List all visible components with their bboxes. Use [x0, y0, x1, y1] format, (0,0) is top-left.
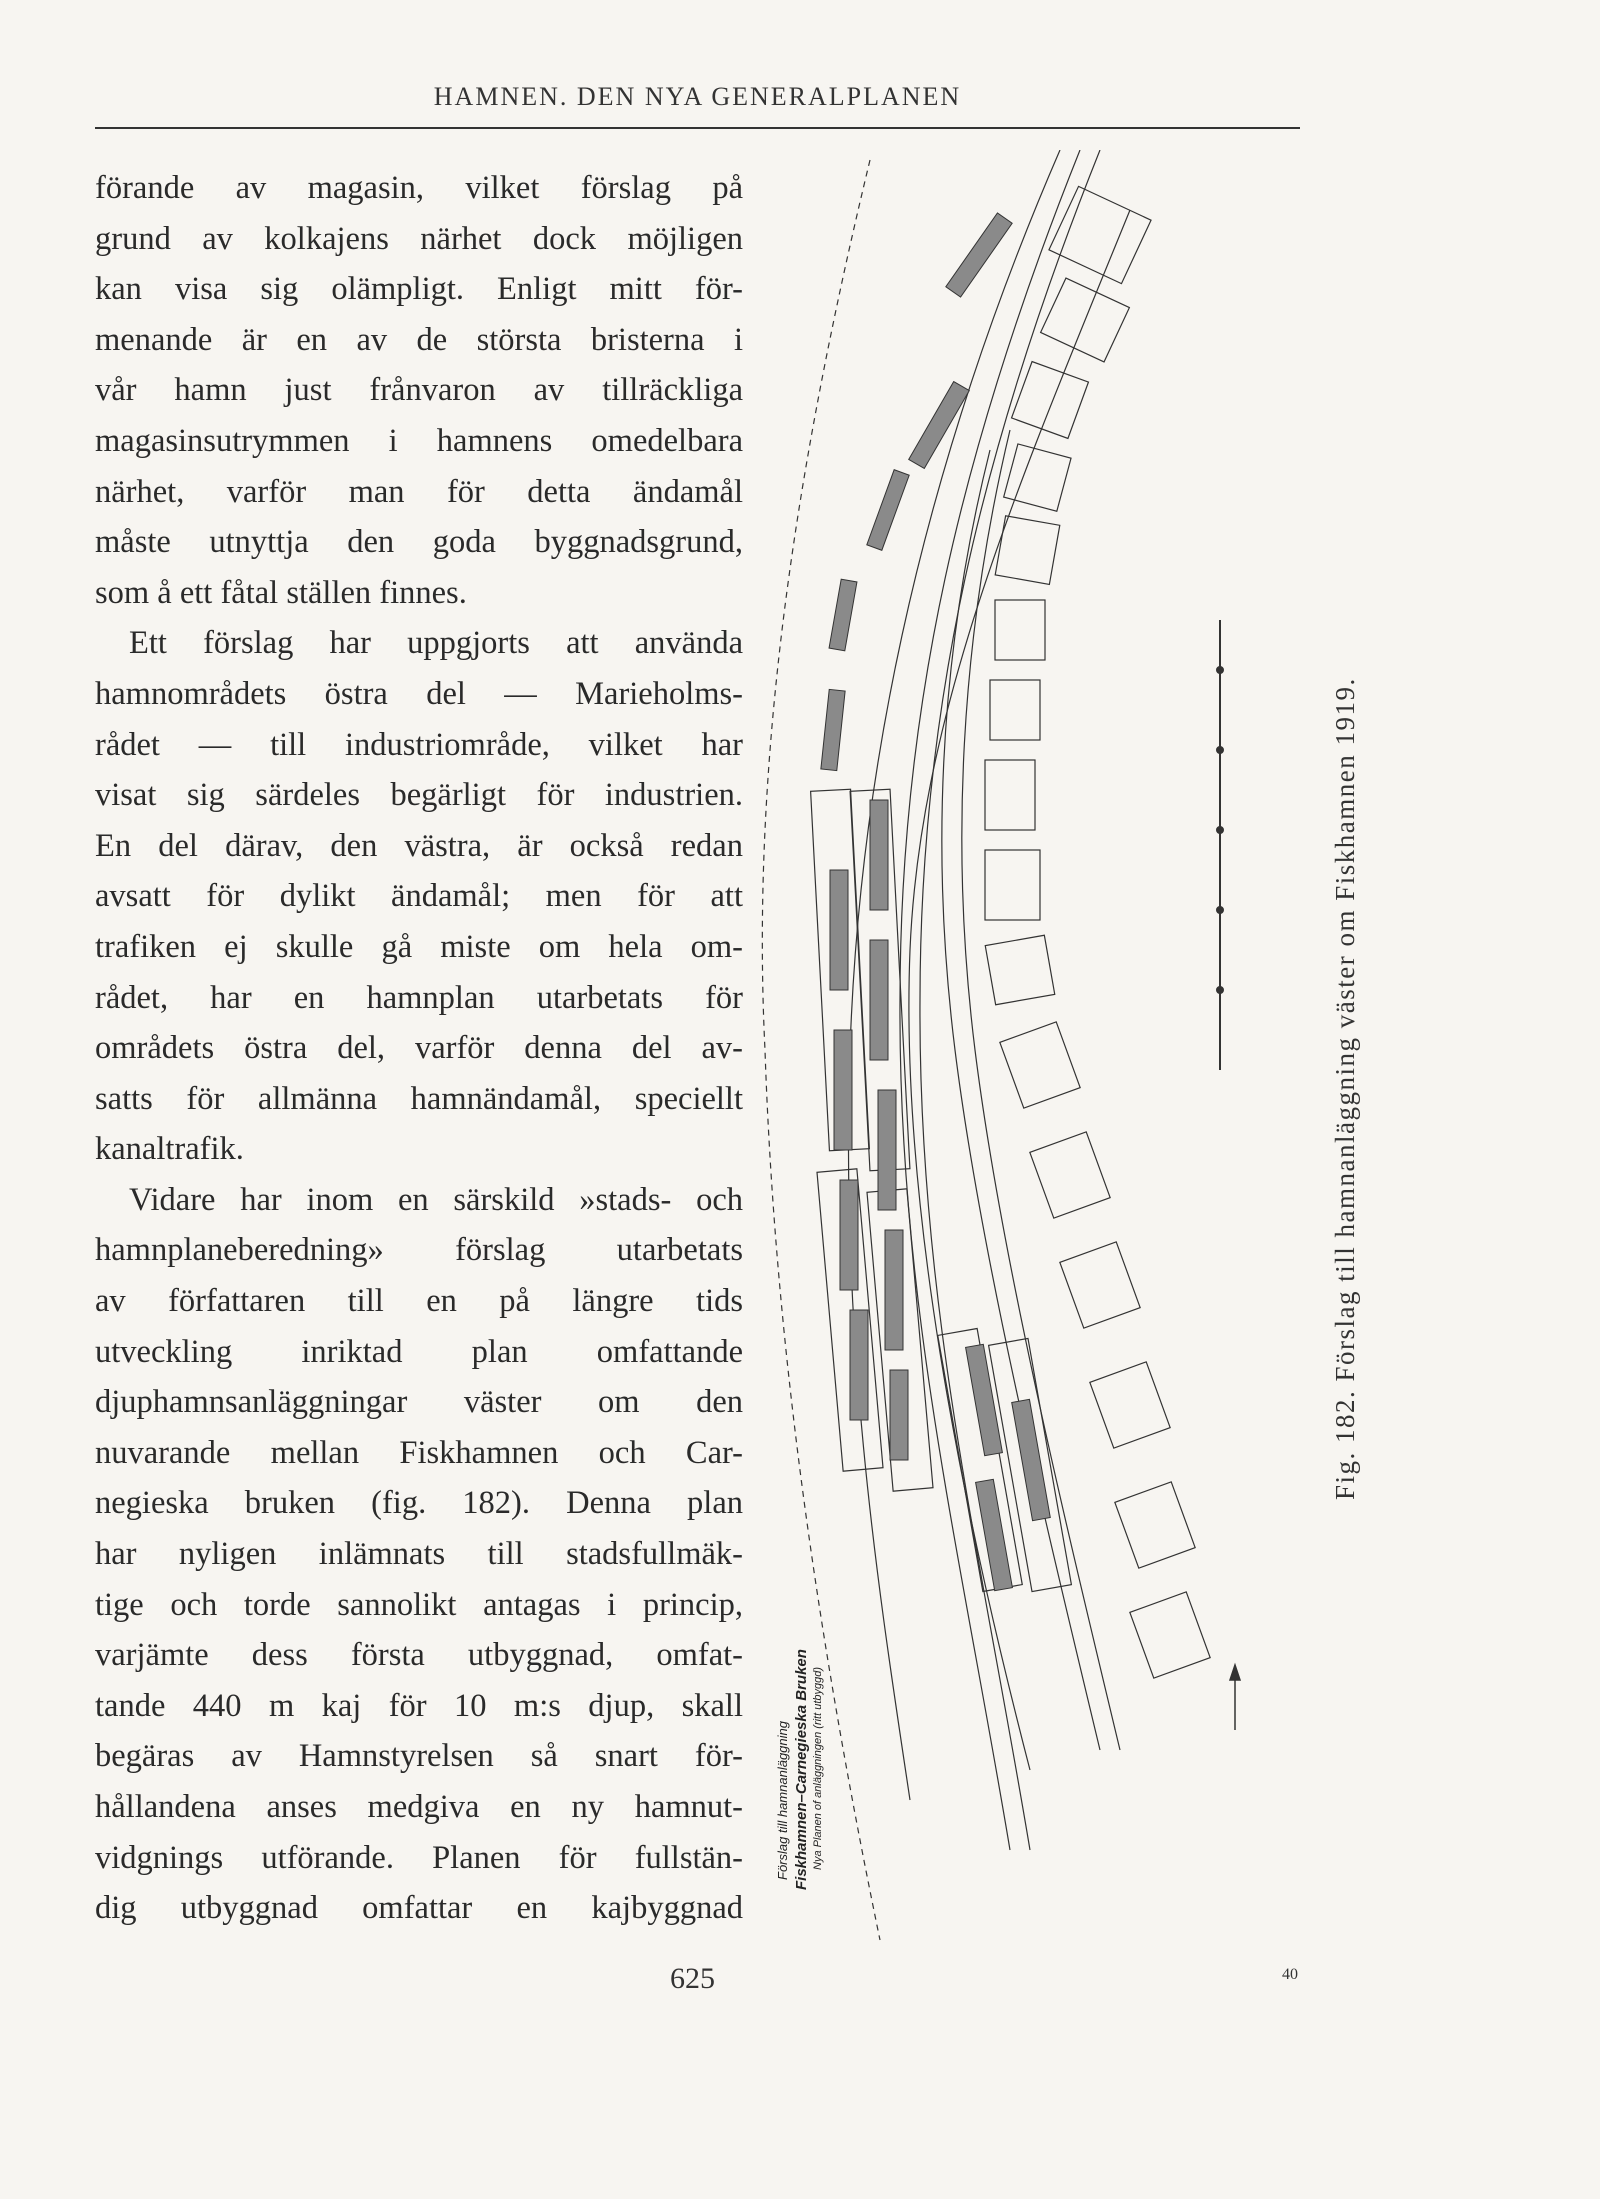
body-line: begäras av Hamnstyrelsen så snart för-: [95, 1738, 743, 1775]
body-line: hamnområdets östra del — Marieholms-: [95, 675, 743, 712]
body-line: hamnplaneberedning» förslag utarbetats: [95, 1232, 743, 1269]
running-head: HAMNEN. DEN NYA GENERALPLANEN: [433, 82, 962, 111]
body-line: negieska bruken (fig. 182). Denna plan: [95, 1485, 743, 1522]
warehouse-block: [840, 1180, 858, 1290]
warehouse-block: [885, 1230, 903, 1350]
body-line: Vidare har inom en särskild »stads- och: [129, 1181, 743, 1218]
body-line: En del därav, den västra, är också redan: [95, 827, 743, 864]
body-line: måste utnyttja den goda byggnadsgrund,: [95, 524, 743, 561]
body-line: rådet — till industriområde, vilket har: [95, 726, 743, 763]
warehouse-block: [867, 470, 909, 551]
map-title-1: Förslag till hamnanläggning: [775, 1721, 790, 1880]
warehouse-block: [829, 579, 857, 651]
body-line: satts för allmänna hamnändamål, speciellt: [95, 1080, 743, 1117]
body-line: Ett förslag har uppgjorts att använda: [129, 625, 743, 662]
warehouse-block: [830, 870, 848, 990]
map-title-2: Fiskhamnen–Carnegieska Bruken: [793, 1649, 810, 1890]
body-line: närhet, varför man för detta ändamål: [95, 473, 743, 510]
body-line: varjämte dess första utbyggnad, omfat-: [95, 1637, 743, 1674]
road-b: [962, 430, 1120, 1750]
warehouse-block: [821, 689, 845, 770]
body-line: som å ett fåtal ställen finnes.: [95, 574, 467, 611]
body-line: grund av kolkajens närhet dock möjligen: [95, 220, 743, 257]
warehouse-block: [834, 1030, 852, 1150]
body-line: magasinsutrymmen i hamnens omedelbara: [95, 422, 743, 459]
warehouse-block: [966, 1344, 1003, 1455]
body-line: nuvarande mellan Fiskhamnen och Car-: [95, 1434, 743, 1471]
page-number: 625: [670, 1962, 715, 1995]
body-line: av författaren till en på längre tids: [95, 1283, 743, 1320]
body-line: hållandena anses medgiva en ny hamnut-: [95, 1789, 743, 1825]
body-line: trafiken ej skulle gå miste om hela om-: [95, 928, 743, 965]
body-line: vår hamn just frånvaron av tillräckliga: [95, 372, 743, 409]
warehouse-block: [870, 940, 888, 1060]
header-rule: [95, 127, 1300, 129]
rail-corridor-b: [900, 150, 1080, 1850]
harbor-plan-figure: [760, 150, 1280, 1950]
signature-mark: 40: [1282, 1966, 1298, 1983]
warehouse-block: [878, 1090, 896, 1210]
body-line: förande av magasin, vilket förslag på: [95, 170, 743, 206]
body-line: visat sig särdeles begärligt för industrien.: [95, 777, 743, 814]
body-line: avsatt för dylikt ändamål; men för att: [95, 878, 743, 915]
map-title-3: Nya Planen of anläggningen (ritt utbyggd): [812, 1666, 824, 1870]
body-line: djuphamnsanläggningar väster om den: [95, 1384, 743, 1421]
warehouse-block: [1012, 1399, 1051, 1520]
body-text: [95, 163, 743, 1934]
body-line: rådet, har en hamnplan utarbetats för: [95, 979, 743, 1016]
body-line: vidgnings utförande. Planen för fullstän-: [95, 1839, 743, 1876]
warehouse-block: [850, 1310, 868, 1420]
body-line: har nyligen inlämnats till stadsfullmäk-: [95, 1536, 743, 1573]
warehouse-block: [909, 382, 970, 469]
warehouse-block: [870, 800, 888, 910]
body-line: kanaltrafik.: [95, 1131, 244, 1168]
body-line: områdets östra del, varför denna del av-: [95, 1030, 743, 1067]
body-line: dig utbyggnad omfattar en kajbyggnad: [95, 1890, 743, 1927]
warehouse-block: [890, 1370, 908, 1460]
body-line: tige och torde sannolikt antagas i princip,: [95, 1586, 743, 1623]
warehouse-block: [946, 213, 1012, 297]
body-line: kan visa sig olämpligt. Enligt mitt för-: [95, 271, 743, 308]
body-line: menande är en av de största bristerna i: [95, 321, 743, 358]
body-line: tande 440 m kaj för 10 m:s djup, skall: [95, 1687, 743, 1724]
figure-caption: Fig. 182. Förslag till hamnanläggning väster om Fiskhamnen 1919.: [1330, 677, 1360, 1500]
body-line: utveckling inriktad plan omfattande: [95, 1333, 743, 1370]
